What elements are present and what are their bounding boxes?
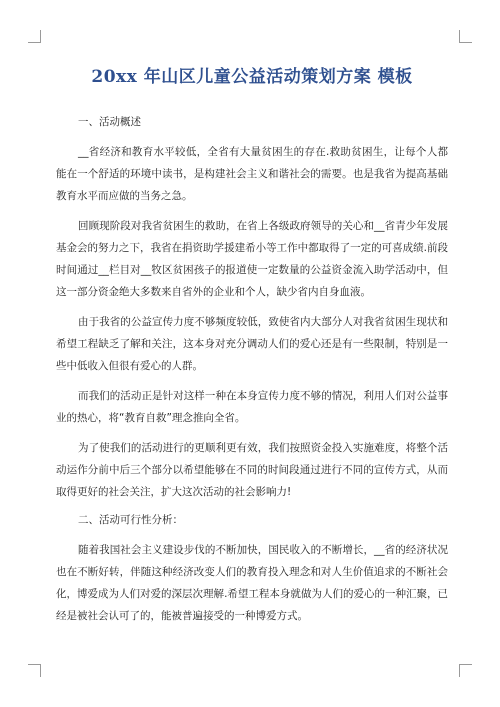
page-corner-mark-bottom-left — [28, 664, 41, 677]
paragraph: __省经济和教育水平较低，全省有大量贫困生的存在.救助贫困生，让每个人都能在一个舒适的环境中读书，是构建社会主义和谐社会的需要。也是我省为提高基础教育水平而应做的当务之急。 — [56, 146, 448, 202]
section-heading-feasibility: 二、活动可行性分析： — [78, 514, 183, 526]
paragraph: 为了使我们的活动进行的更顺利更有效，我们按照资金投入实施难度，将整个活动运作分前中后三个部分以希望能够在不同的时间段通过进行不同的宣传方式，从而取得更好的社会关注，扩大这次活动的社会影响力! — [56, 442, 448, 498]
paragraph: 随着我国社会主义建设步伐的不断加快，国民收入的不断增长，__省的经济状况也在不断好转，伴随这种经济改变人们的教育投入理念和对人生价值追求的不断社会化，博爱成为人们对爱的深层次理解.希望工程本身就做为人们的爱心的一种汇聚，已经是被社会认可了的，能被普遍接受的一种博爱方式。 — [56, 544, 448, 622]
page-corner-mark-bottom-right — [459, 664, 472, 677]
section-heading-overview: 一、活动概述 — [78, 116, 141, 128]
document-title: 20xx 年山区儿童公益活动策划方案 模板 — [91, 67, 413, 87]
document-page — [56, 62, 448, 635]
page-corner-mark-top-left — [28, 30, 41, 43]
paragraph: 由于我省的公益宣传力度不够频度较低，致使省内大部分人对我省贫困生现状和希望工程缺乏了解和关注，这本身对充分调动人们的爱心还是有一些限制，特别是一些中低收入但很有爱心的人群。 — [56, 316, 448, 372]
paragraph: 而我们的活动正是针对这样一种在本身宣传力度不够的情况，利用人们对公益事业的热心，将“教育自救”理念推向全省。 — [56, 390, 448, 424]
page-corner-mark-top-right — [459, 30, 472, 43]
paragraph: 回顾现阶段对我省贫困生的救助，在省上各级政府领导的关心和__省青少年发展基金会的努力之下，我省在捐资助学援建希小等工作中都取得了一定的可喜成绩.前段时间通过__栏目对__牧区贫困孩子的报道使一定数量的公益资金流入助学活动中，但这一部分资金绝大多数来自省外的企业和个人，缺少省内自身血液。 — [56, 220, 448, 298]
